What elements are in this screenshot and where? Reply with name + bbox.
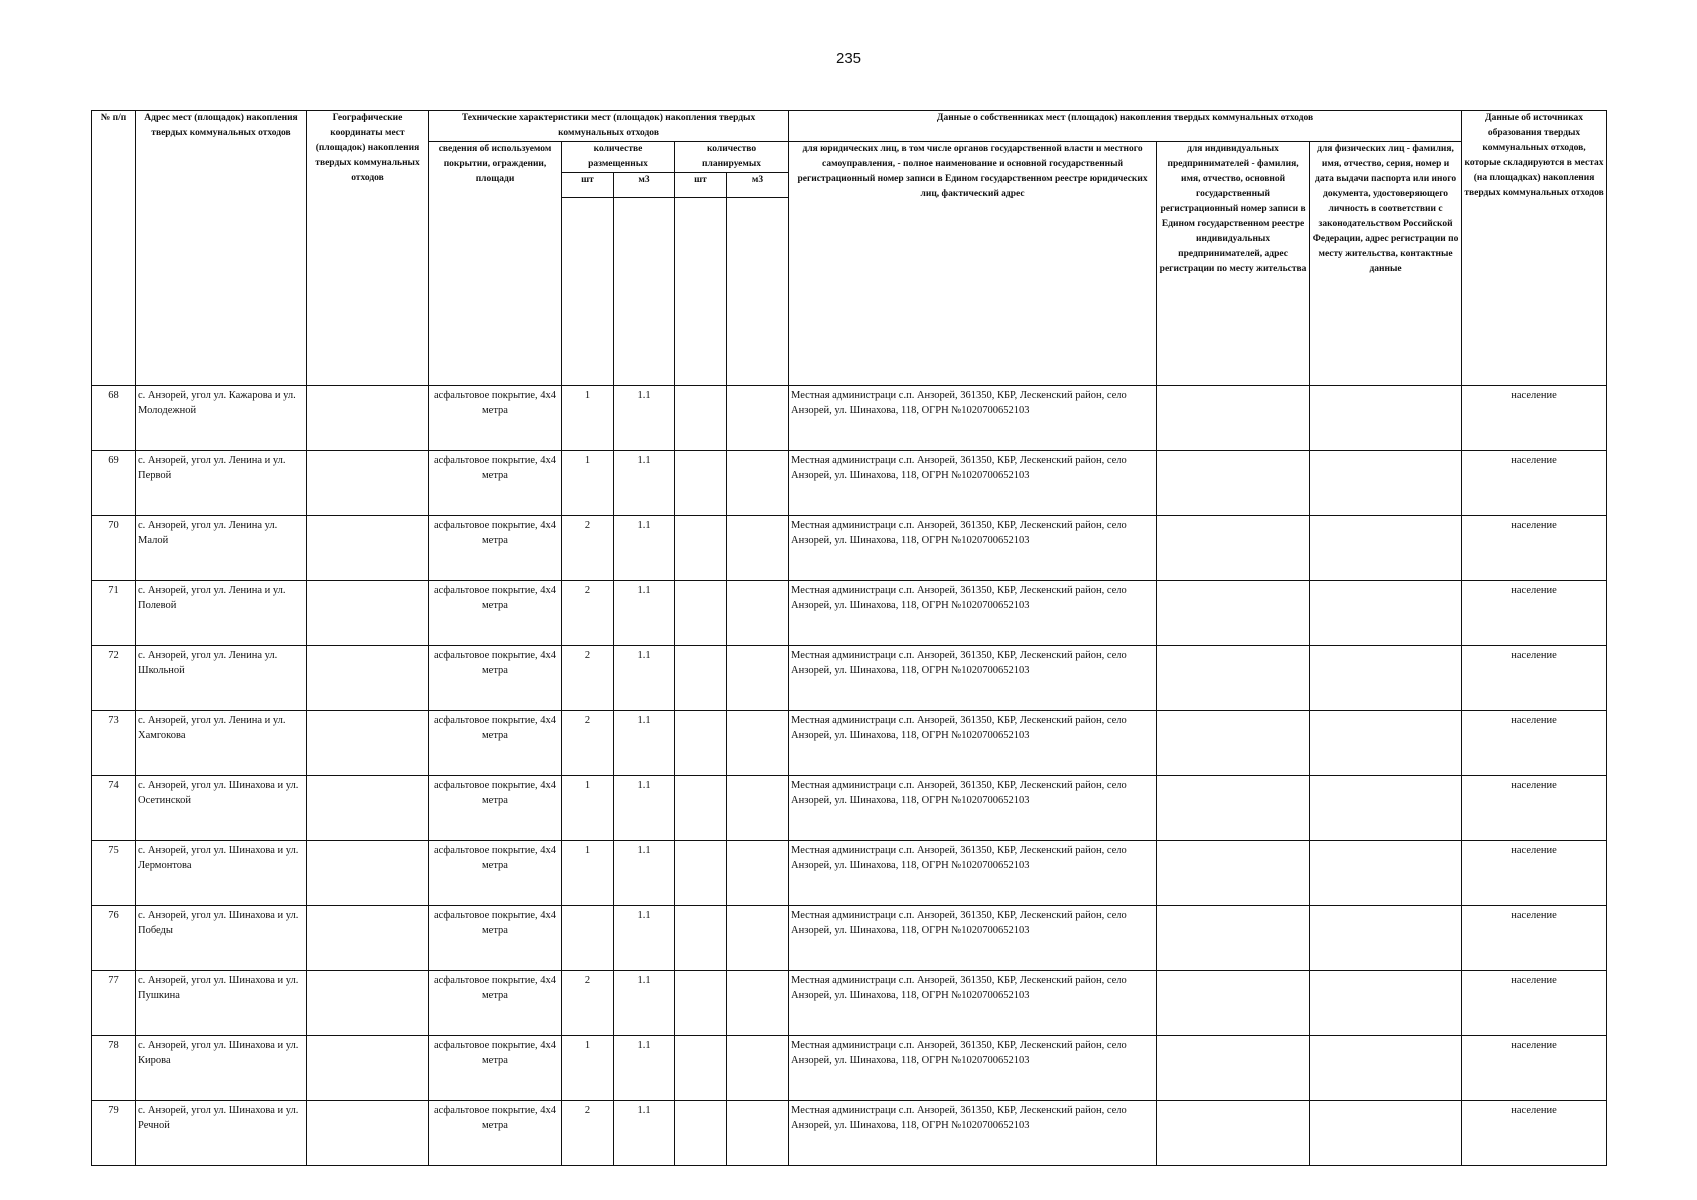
row-entrepreneur [1157, 711, 1310, 776]
row-surface: асфальтовое покрытие, 4х4 метра [429, 581, 562, 646]
row-owner: Местная администраци с.п. Анзорей, 361350, КБР, Лескенский район, село Анзорей, ул. Шинахова, 118, ОГРН №1020700652103 [789, 386, 1157, 451]
table-row [92, 841, 1607, 906]
row-source: население [1462, 841, 1607, 906]
header-sources: Данные об источниках образования твердых коммунальных отходов, которые складируются в местах (на площадках) накопления твердых коммунальных отходов [1462, 111, 1607, 386]
row-m3: 1.1 [614, 451, 675, 516]
row-m3: 1.1 [614, 711, 675, 776]
row-pcs: 1 [562, 451, 614, 516]
table-row [92, 451, 1607, 516]
row-m3: 1.1 [614, 646, 675, 711]
row-geo [307, 711, 429, 776]
row-entrepreneur [1157, 841, 1310, 906]
row-num: 79 [92, 1101, 136, 1166]
row-geo [307, 776, 429, 841]
table-row [92, 971, 1607, 1036]
table-row [92, 386, 1607, 451]
row-entrepreneur [1157, 386, 1310, 451]
row-source: население [1462, 711, 1607, 776]
header-qty-planned: количество планируемых [675, 142, 789, 173]
row-pcs: 2 [562, 581, 614, 646]
table-row [92, 1101, 1607, 1166]
header-legal: для юридических лиц, в том числе органов государственной власти и местного самоуправления, - полное наименование и основной государственный регистрационный номер записи в Едином государственном реестре юридических лиц, фактический адрес [789, 142, 1157, 386]
row-planned-m3 [727, 776, 789, 841]
row-individual [1310, 581, 1462, 646]
waste-sites-table [91, 110, 1607, 1166]
row-entrepreneur [1157, 971, 1310, 1036]
table-row [92, 776, 1607, 841]
row-individual [1310, 841, 1462, 906]
row-num: 74 [92, 776, 136, 841]
row-owner: Местная администраци с.п. Анзорей, 361350, КБР, Лескенский район, село Анзорей, ул. Шинахова, 118, ОГРН №1020700652103 [789, 646, 1157, 711]
row-planned-pcs [675, 1036, 727, 1101]
row-geo [307, 971, 429, 1036]
header-num: № п/п [92, 111, 136, 386]
row-geo [307, 1101, 429, 1166]
row-entrepreneur [1157, 581, 1310, 646]
row-num: 72 [92, 646, 136, 711]
row-planned-m3 [727, 1101, 789, 1166]
row-source: население [1462, 451, 1607, 516]
row-surface: асфальтовое покрытие, 4х4 метра [429, 646, 562, 711]
row-address: с. Анзорей, угол ул. Ленина и ул. Первой [136, 451, 307, 516]
row-individual [1310, 776, 1462, 841]
row-address: с. Анзорей, угол ул. Шинахова и ул. Осетинской [136, 776, 307, 841]
row-geo [307, 906, 429, 971]
row-planned-m3 [727, 906, 789, 971]
row-source: население [1462, 581, 1607, 646]
row-surface: асфальтовое покрытие, 4х4 метра [429, 451, 562, 516]
row-planned-pcs [675, 841, 727, 906]
row-m3: 1.1 [614, 906, 675, 971]
row-pcs: 2 [562, 971, 614, 1036]
header-planned-m3: м3 [727, 173, 789, 198]
row-m3: 1.1 [614, 841, 675, 906]
row-entrepreneur [1157, 906, 1310, 971]
row-planned-pcs [675, 386, 727, 451]
row-address: с. Анзорей, угол ул. Шинахова и ул. Лермонтова [136, 841, 307, 906]
row-pcs [562, 906, 614, 971]
row-planned-m3 [727, 841, 789, 906]
row-owner: Местная администраци с.п. Анзорей, 361350, КБР, Лескенский район, село Анзорей, ул. Шинахова, 118, ОГРН №1020700652103 [789, 776, 1157, 841]
header-tech: Технические характеристики мест (площадок) накопления твердых коммунальных отходов [429, 111, 789, 142]
table-row [92, 906, 1607, 971]
row-individual [1310, 711, 1462, 776]
header-geo: Географические координаты мест (площадок) накопления твердых коммунальных отходов [307, 111, 429, 386]
row-surface: асфальтовое покрытие, 4х4 метра [429, 386, 562, 451]
row-pcs: 1 [562, 841, 614, 906]
row-planned-pcs [675, 646, 727, 711]
row-address: с. Анзорей, угол ул. Ленина ул. Школьной [136, 646, 307, 711]
row-owner: Местная администраци с.п. Анзорей, 361350, КБР, Лескенский район, село Анзорей, ул. Шинахова, 118, ОГРН №1020700652103 [789, 451, 1157, 516]
row-planned-pcs [675, 1101, 727, 1166]
row-planned-pcs [675, 581, 727, 646]
row-surface: асфальтовое покрытие, 4х4 метра [429, 776, 562, 841]
table-row [92, 581, 1607, 646]
row-pcs: 1 [562, 1036, 614, 1101]
row-individual [1310, 451, 1462, 516]
row-num: 69 [92, 451, 136, 516]
row-source: население [1462, 971, 1607, 1036]
row-m3: 1.1 [614, 1101, 675, 1166]
row-m3: 1.1 [614, 516, 675, 581]
header-placed-pcs: шт [562, 173, 614, 198]
row-planned-m3 [727, 711, 789, 776]
row-pcs: 1 [562, 386, 614, 451]
row-pcs: 2 [562, 646, 614, 711]
row-planned-pcs [675, 451, 727, 516]
row-geo [307, 1036, 429, 1101]
row-planned-pcs [675, 711, 727, 776]
row-address: с. Анзорей, угол ул. Шинахова и ул. Кирова [136, 1036, 307, 1101]
row-planned-pcs [675, 776, 727, 841]
row-source: население [1462, 1101, 1607, 1166]
row-owner: Местная администраци с.п. Анзорей, 361350, КБР, Лескенский район, село Анзорей, ул. Шинахова, 118, ОГРН №1020700652103 [789, 971, 1157, 1036]
row-surface: асфальтовое покрытие, 4х4 метра [429, 1101, 562, 1166]
row-geo [307, 841, 429, 906]
row-surface: асфальтовое покрытие, 4х4 метра [429, 841, 562, 906]
row-num: 75 [92, 841, 136, 906]
table-row [92, 516, 1607, 581]
header-individuals: для физических лиц - фамилия, имя, отчество, серия, номер и дата выдачи паспорта или иного документа, удостоверяющего личность в соответствии с законодательством Российской Федерации, адрес регистрации по месту жительства, контактные данные [1310, 142, 1462, 386]
row-pcs: 2 [562, 516, 614, 581]
row-individual [1310, 386, 1462, 451]
row-m3: 1.1 [614, 1036, 675, 1101]
row-owner: Местная администраци с.п. Анзорей, 361350, КБР, Лескенский район, село Анзорей, ул. Шинахова, 118, ОГРН №1020700652103 [789, 711, 1157, 776]
row-source: население [1462, 776, 1607, 841]
header-surface: сведения об используемом покрытии, ограждении, площади [429, 142, 562, 386]
row-planned-m3 [727, 1036, 789, 1101]
row-source: население [1462, 1036, 1607, 1101]
row-source: население [1462, 386, 1607, 451]
row-geo [307, 581, 429, 646]
header-owners: Данные о собственниках мест (площадок) накопления твердых коммунальных отходов [789, 111, 1462, 142]
table-row [92, 1036, 1607, 1101]
row-m3: 1.1 [614, 386, 675, 451]
row-geo [307, 646, 429, 711]
row-pcs: 2 [562, 1101, 614, 1166]
header-planned-pcs: шт [675, 173, 727, 198]
row-planned-pcs [675, 906, 727, 971]
row-pcs: 2 [562, 711, 614, 776]
row-individual [1310, 1036, 1462, 1101]
header-address: Адрес мест (площадок) накопления твердых коммунальных отходов [136, 111, 307, 386]
row-pcs: 1 [562, 776, 614, 841]
row-address: с. Анзорей, угол ул. Ленина ул. Малой [136, 516, 307, 581]
row-planned-pcs [675, 516, 727, 581]
row-owner: Местная администраци с.п. Анзорей, 361350, КБР, Лескенский район, село Анзорей, ул. Шинахова, 118, ОГРН №1020700652103 [789, 581, 1157, 646]
row-source: население [1462, 516, 1607, 581]
row-planned-m3 [727, 581, 789, 646]
row-surface: асфальтовое покрытие, 4х4 метра [429, 516, 562, 581]
row-planned-m3 [727, 646, 789, 711]
row-entrepreneur [1157, 451, 1310, 516]
row-individual [1310, 906, 1462, 971]
row-num: 76 [92, 906, 136, 971]
row-planned-m3 [727, 971, 789, 1036]
row-address: с. Анзорей, угол ул. Ленина и ул. Полевой [136, 581, 307, 646]
row-entrepreneur [1157, 776, 1310, 841]
row-entrepreneur [1157, 646, 1310, 711]
row-owner: Местная администраци с.п. Анзорей, 361350, КБР, Лескенский район, село Анзорей, ул. Шинахова, 118, ОГРН №1020700652103 [789, 841, 1157, 906]
row-surface: асфальтовое покрытие, 4х4 метра [429, 971, 562, 1036]
row-num: 73 [92, 711, 136, 776]
table-row [92, 646, 1607, 711]
row-individual [1310, 646, 1462, 711]
row-source: население [1462, 906, 1607, 971]
page-number: 235 [835, 50, 862, 67]
row-m3: 1.1 [614, 581, 675, 646]
row-owner: Местная администраци с.п. Анзорей, 361350, КБР, Лескенский район, село Анзорей, ул. Шинахова, 118, ОГРН №1020700652103 [789, 516, 1157, 581]
table-header [92, 111, 1607, 386]
row-owner: Местная администраци с.п. Анзорей, 361350, КБР, Лескенский район, село Анзорей, ул. Шинахова, 118, ОГРН №1020700652103 [789, 1101, 1157, 1166]
row-geo [307, 516, 429, 581]
header-qty-placed: количестве размещенных [562, 142, 675, 173]
row-source: население [1462, 646, 1607, 711]
row-address: с. Анзорей, угол ул. Кажарова и ул. Молодежной [136, 386, 307, 451]
row-planned-m3 [727, 451, 789, 516]
row-surface: асфальтовое покрытие, 4х4 метра [429, 906, 562, 971]
row-geo [307, 386, 429, 451]
row-address: с. Анзорей, угол ул. Ленина и ул. Хамгокова [136, 711, 307, 776]
row-surface: асфальтовое покрытие, 4х4 метра [429, 1036, 562, 1101]
row-num: 70 [92, 516, 136, 581]
header-entrepreneurs: для индивидуальных предпринимателей - фамилия, имя, отчество, основной государственный регистрационный номер записи в Едином государственном реестре индивидуальных предпринимателей, адрес регистрации по месту жительства [1157, 142, 1310, 386]
row-entrepreneur [1157, 1036, 1310, 1101]
row-planned-pcs [675, 971, 727, 1036]
row-m3: 1.1 [614, 971, 675, 1036]
row-entrepreneur [1157, 1101, 1310, 1166]
row-owner: Местная администраци с.п. Анзорей, 361350, КБР, Лескенский район, село Анзорей, ул. Шинахова, 118, ОГРН №1020700652103 [789, 906, 1157, 971]
row-geo [307, 451, 429, 516]
table-body [92, 386, 1607, 1166]
row-num: 68 [92, 386, 136, 451]
row-planned-m3 [727, 516, 789, 581]
row-address: с. Анзорей, угол ул. Шинахова и ул. Пушкина [136, 971, 307, 1036]
row-address: с. Анзорей, угол ул. Шинахова и ул. Победы [136, 906, 307, 971]
row-entrepreneur [1157, 516, 1310, 581]
table-row [92, 711, 1607, 776]
row-address: с. Анзорей, угол ул. Шинахова и ул. Речной [136, 1101, 307, 1166]
row-individual [1310, 516, 1462, 581]
row-m3: 1.1 [614, 776, 675, 841]
row-num: 78 [92, 1036, 136, 1101]
row-num: 71 [92, 581, 136, 646]
row-individual [1310, 1101, 1462, 1166]
row-planned-m3 [727, 386, 789, 451]
row-owner: Местная администраци с.п. Анзорей, 361350, КБР, Лескенский район, село Анзорей, ул. Шинахова, 118, ОГРН №1020700652103 [789, 1036, 1157, 1101]
header-placed-m3: м3 [614, 173, 675, 198]
row-surface: асфальтовое покрытие, 4х4 метра [429, 711, 562, 776]
row-num: 77 [92, 971, 136, 1036]
row-individual [1310, 971, 1462, 1036]
